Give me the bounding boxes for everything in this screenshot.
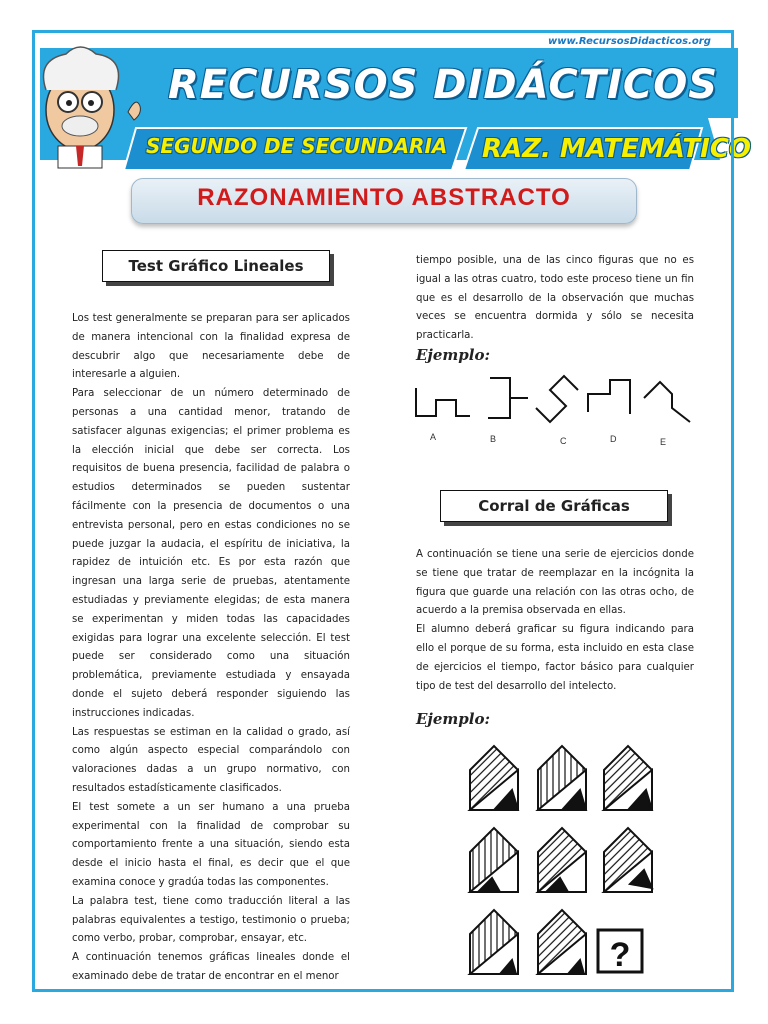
section-title-label: Test Gráfico Lineales: [128, 257, 304, 275]
line-figure-d: [588, 380, 630, 414]
matrix-figure: [538, 746, 586, 810]
matrix-figure: [470, 746, 518, 810]
brand-title: RECURSOS DIDÁCTICOS: [168, 62, 719, 108]
matrix-figure: [538, 828, 586, 892]
paragraph: El test somete a un ser humano a una prueba experimental con la finalidad de comprobar su comportamiento frente a una situación, siendo esta desde el inicio hasta el final, es decir que el que examina conoce y gradúa todas las componentes.: [72, 801, 350, 888]
line-figures-example: [410, 368, 710, 448]
line-figure-c: [536, 376, 578, 422]
option-label: E: [660, 437, 667, 447]
example-label: Ejemplo:: [416, 346, 491, 364]
paragraph: La palabra test, tiene como traducción literal a las palabras equivalentes a testigo, testimonio o prueba; como verbo, probar, comprobar, ensayar, etc.: [72, 895, 350, 945]
unknown-symbol: ?: [609, 936, 631, 974]
option-label: D: [610, 434, 617, 444]
option-label: C: [560, 436, 567, 446]
paragraph: tiempo posible, una de las cinco figuras que no es igual a las otras cuatro, todo este proceso tiene un fin que es el desarrollo de la observación que muchas veces se encuentra dormida y sólo se necesita practicarla.: [416, 255, 694, 342]
matrix-figure: [604, 828, 652, 892]
example-label: Ejemplo:: [416, 710, 491, 728]
option-label: A: [430, 432, 437, 442]
grade-level-label: SEGUNDO DE SECUNDARIA: [146, 134, 448, 158]
option-label: B: [490, 434, 497, 444]
matrix-figure: [538, 910, 586, 974]
matrix-figure: [470, 828, 518, 892]
paragraph: Las respuestas se estiman en la calidad o grado, así como algún aspecto especial comparándolo con valoraciones dadas a un grupo normativo, con resultados estadísticamente clasificados.: [72, 726, 350, 794]
figure-matrix: [460, 740, 680, 980]
section-title-test-grafico: [102, 250, 330, 282]
subject-label: RAZ. MATEMÁTICO: [482, 134, 752, 164]
left-column-text: [72, 310, 350, 987]
line-figure-a: [416, 388, 470, 416]
matrix-figure: [470, 910, 518, 974]
line-figure-b: [488, 378, 528, 418]
right-column-continuation: [416, 252, 694, 346]
section-title-label: Corral de Gráficas: [478, 497, 630, 515]
line-figure-e: [644, 382, 690, 422]
document-title: RAZONAMIENTO ABSTRACTO: [197, 184, 571, 211]
site-url[interactable]: www.RecursosDidacticos.org: [548, 36, 711, 47]
paragraph: A continuación tenemos gráficas lineales donde el examinado debe de tratar de encontrar en el menor: [72, 952, 350, 982]
paragraph: A continuación se tiene una serie de ejercicios donde se tiene que tratar de reemplazar en la incógnita la figura que guarde una relación con las otras ocho, de acuerdo a la premisa observada en ellas.: [416, 549, 694, 617]
matrix-figure: [604, 746, 652, 810]
section-title-corral: [440, 490, 668, 522]
paragraph: El alumno deberá graficar su figura indicando para ello el porque de su forma, esta incluido en esta clase de ejercicios el tiempo, factor básico para cualquier tipo de test del desarrollo del intelecto.: [416, 624, 694, 692]
paragraph: Los test generalmente se preparan para ser aplicados de manera intencional con la finalidad expresa de descubrir algo que necesariamente debe de interesarle a alguien.: [72, 313, 350, 381]
right-column-text: [416, 546, 694, 696]
document-title-box: [131, 178, 637, 224]
paragraph: Para seleccionar de un número determinado de personas a una cantidad menor, tratando de satisfacer algunas exigencias; el primer problema es la elección inicial que debe ser correcta. Los requisitos de buena presencia, facilidad de palabra o estudios determinados se pueden sustentar fácilmente con la presencia de documentos o una entrevista personal, pero en estas condiciones no se puede juzgar la audacia, el espíritu de iniciativa, la rapidez de intuición etc. Es por esta razón que ingresan una larga serie de pruebas, atentamente estudiadas y previamente elegidas; de esta manera se experimentan y miden todas las capacidades exigidas para lograr una excelente selección. El test puede ser considerado como una situación problemática, previamente estudiada y ensayada donde el sujeto deberá responder siguiendo las instrucciones indicadas.: [72, 388, 350, 719]
